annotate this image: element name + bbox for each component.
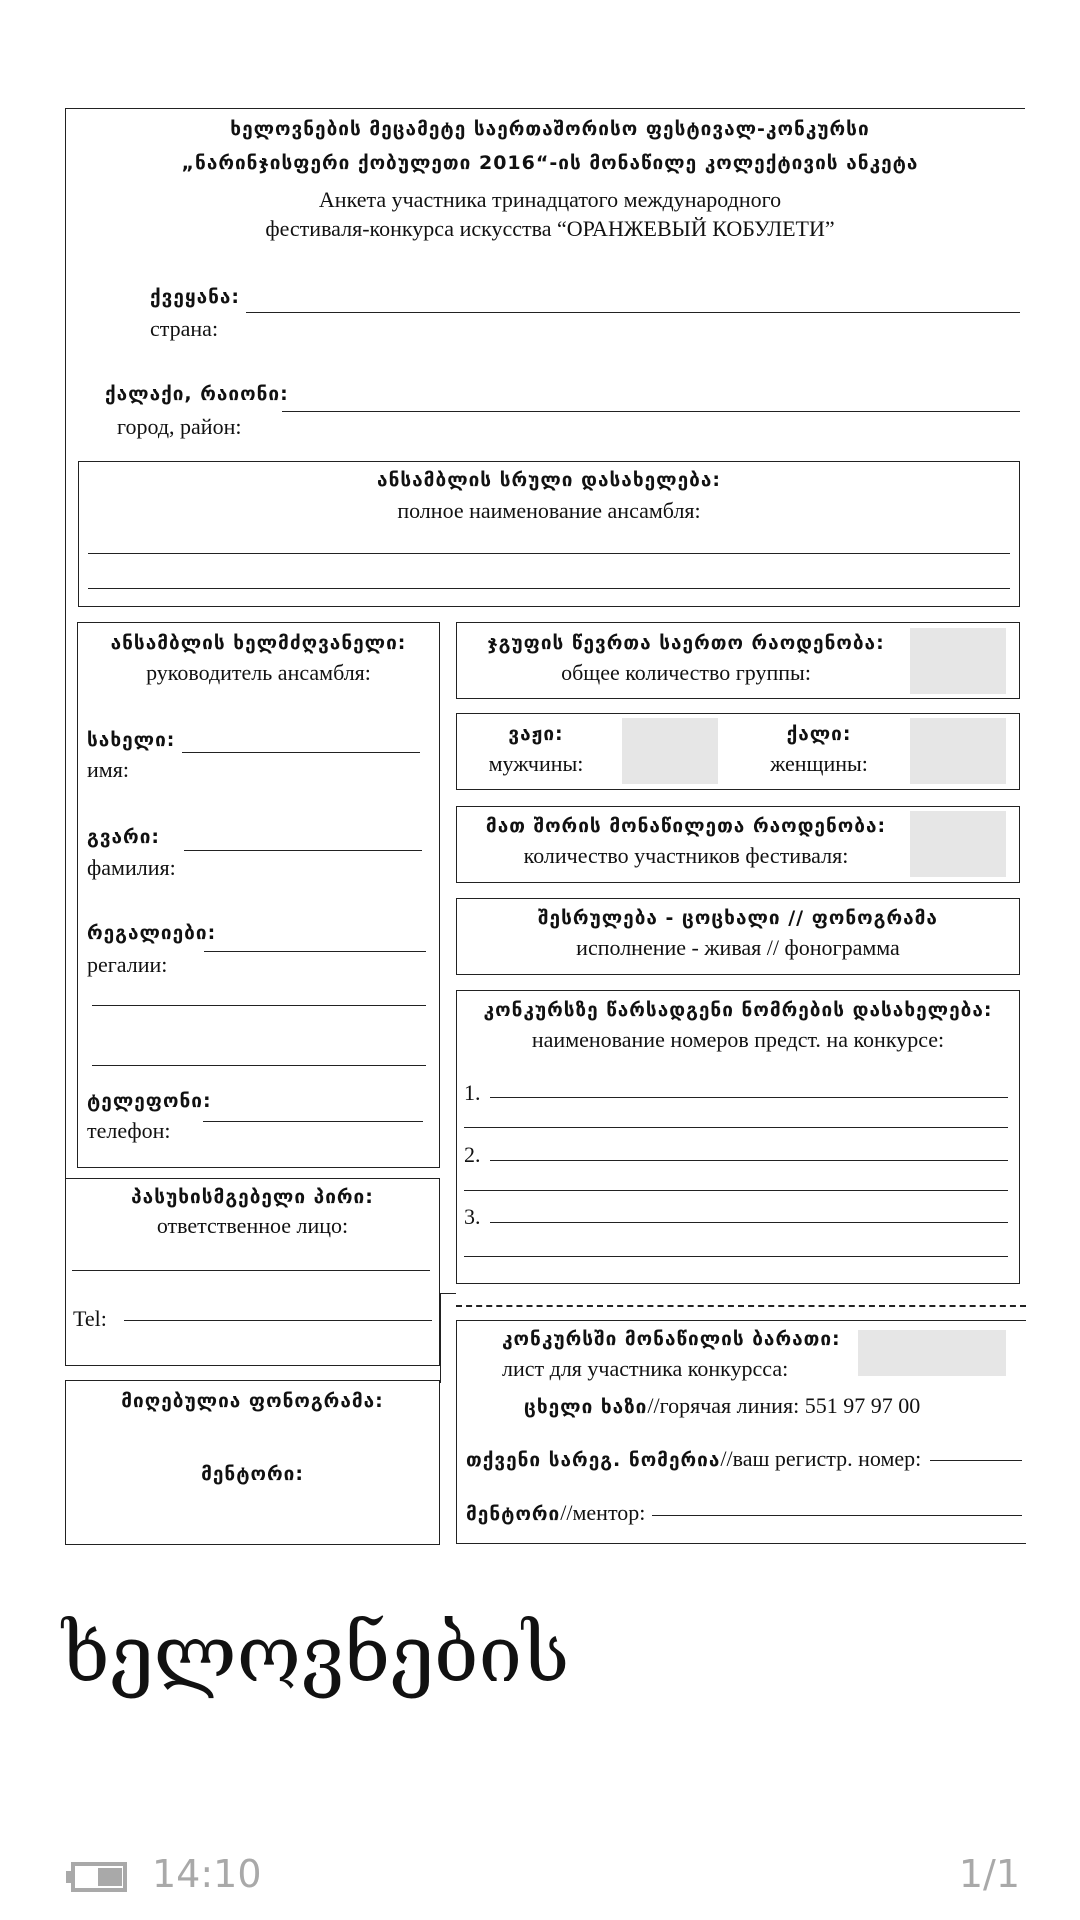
responsible-field[interactable] (72, 1270, 430, 1271)
name-label-ru: имя: (87, 757, 129, 782)
surname-field[interactable] (184, 850, 422, 851)
battery-icon (66, 1862, 128, 1892)
responsible-label-ka: პასუხისმგებელი პირი: (131, 1186, 374, 1208)
header-ka-line2: „ნარინჯისფერი ქობულეთი 2016“-ის მონაწილე კოლექტივის ანკეტა (181, 152, 919, 174)
number-2-field[interactable] (490, 1160, 1008, 1161)
participants-label-ka: მათ შორის მონაწილეთა რაოდენობა: (485, 815, 887, 837)
participant-sheet-label-ru: лист для участника конкурсса: (502, 1356, 789, 1381)
form-top-border (65, 108, 1025, 109)
participant-sheet-input[interactable] (858, 1330, 1006, 1376)
female-count-input[interactable] (910, 718, 1006, 784)
surname-label-ru: фамилия: (87, 855, 176, 880)
participants-label-ru: количество участников фестиваля: (523, 843, 849, 868)
tel-field[interactable] (124, 1320, 432, 1321)
number-item-2: 2. (464, 1142, 481, 1167)
ensemble-label-ru: полное наименование ансамбля: (397, 498, 701, 523)
phone-field[interactable] (203, 1121, 423, 1122)
surname-label-ka: გვარი: (87, 826, 161, 848)
regalia-field-3[interactable] (92, 1065, 426, 1066)
number-2-field-b[interactable] (464, 1190, 1008, 1191)
status-page: 1/1 (958, 1852, 1020, 1896)
female-label-ru: женщины: (770, 751, 868, 776)
phonogram-label-ka: მიღებულია ფონოგრამა: (121, 1390, 384, 1412)
male-count-input[interactable] (622, 718, 718, 784)
sheet-mentor-field[interactable] (652, 1515, 1022, 1516)
group-total-label-ka: ჯგუფის წევრთა საერთო რაოდენობა: (487, 632, 885, 654)
number-1-field[interactable] (490, 1097, 1008, 1098)
phone-label-ru: телефон: (87, 1118, 171, 1143)
reg-ru: //ваш регистр. номер: (720, 1446, 922, 1471)
hotline-ka: ცხელი ხაზი (524, 1396, 648, 1418)
tel-label: Tel: (73, 1306, 107, 1331)
reg-number (466, 1446, 921, 1472)
ensemble-field-2[interactable] (88, 588, 1010, 589)
leader-label-ru: руководитель ансамбля: (146, 660, 371, 685)
male-label-ka: ვაჟი: (508, 723, 564, 745)
male-label-ru: мужчины: (488, 751, 584, 776)
responsible-label-ru: ответственное лицо: (156, 1213, 349, 1238)
phonogram-mentor-ka: მენტორი: (201, 1463, 304, 1485)
number-item-1: 1. (464, 1080, 481, 1105)
group-total-input[interactable] (910, 628, 1006, 694)
country-field[interactable] (246, 312, 1020, 313)
sheet-mentor-ka: მენტორი (466, 1503, 561, 1525)
name-label-ka: სახელი: (87, 729, 176, 751)
city-label-ru: город, район: (117, 414, 242, 439)
regalia-label-ru: регалии: (87, 952, 168, 977)
performance-label-ka: შესრულება - ცოცხალი // ფონოგრამა (538, 907, 938, 929)
participants-count-input[interactable] (910, 811, 1006, 877)
name-field[interactable] (182, 752, 420, 753)
status-time: 14:10 (152, 1852, 262, 1896)
regalia-field-1[interactable] (204, 951, 426, 952)
leader-box (77, 622, 440, 1168)
country-label-ru: страна: (150, 316, 219, 341)
separator-solid (440, 1293, 456, 1294)
number-3-field-b[interactable] (464, 1256, 1008, 1257)
number-3-field[interactable] (490, 1222, 1008, 1223)
number-1-field-b[interactable] (464, 1127, 1008, 1128)
header-ka-line1: ხელოვნების მეცამეტე საერთაშორისო ფესტივალ-კონკურსი (230, 118, 870, 140)
performance-label-ru: исполнение - живая // фонограмма (576, 935, 900, 960)
female-label-ka: ქალი: (786, 723, 852, 745)
form-left-border (65, 108, 66, 1178)
header-ru-line2: фестиваля-конкурса искусства “ОРАНЖЕВЫЙ КОБУЛЕТИ” (265, 216, 835, 241)
group-total-label-ru: общее количество группы: (561, 660, 811, 685)
reg-number-field[interactable] (930, 1460, 1022, 1461)
ensemble-field-1[interactable] (88, 553, 1010, 554)
hotline (524, 1393, 920, 1419)
city-label-ka: ქალაქი, რაიონი: (105, 383, 289, 405)
hotline-ru: //горячая линия: 551 97 97 00 (647, 1393, 921, 1418)
ensemble-label-ka: ანსამბლის სრული დასახელება: (377, 469, 721, 491)
separator-vertical (440, 1293, 441, 1383)
regalia-label-ka: რეგალიები: (87, 922, 217, 944)
sheet-mentor-ru: //ментор: (560, 1500, 646, 1525)
numbers-label-ru: наименование номеров предст. на конкурсе: (531, 1027, 945, 1052)
sheet-mentor (466, 1500, 645, 1526)
regalia-field-2[interactable] (92, 1005, 426, 1006)
leader-label-ka: ანსამბლის ხელმძღვანელი: (110, 632, 407, 654)
cut-line (456, 1305, 1026, 1307)
participant-sheet-label-ka: კონკურსში მონაწილის ბარათი: (502, 1328, 841, 1350)
number-item-3: 3. (464, 1204, 481, 1229)
city-field[interactable] (282, 411, 1020, 412)
country-label-ka: ქვეყანა: (150, 286, 241, 308)
numbers-label-ka: კონკურსზე წარსადგენი ნომრების დასახელება: (483, 999, 993, 1021)
header-ru-line1: Анкета участника тринадцатого международного (318, 187, 782, 212)
bottom-title: ხელოვნების (62, 1610, 570, 1700)
phone-label-ka: ტელეფონი: (87, 1090, 212, 1112)
reg-ka: თქვენი სარეგ. ნომერია (466, 1449, 721, 1471)
